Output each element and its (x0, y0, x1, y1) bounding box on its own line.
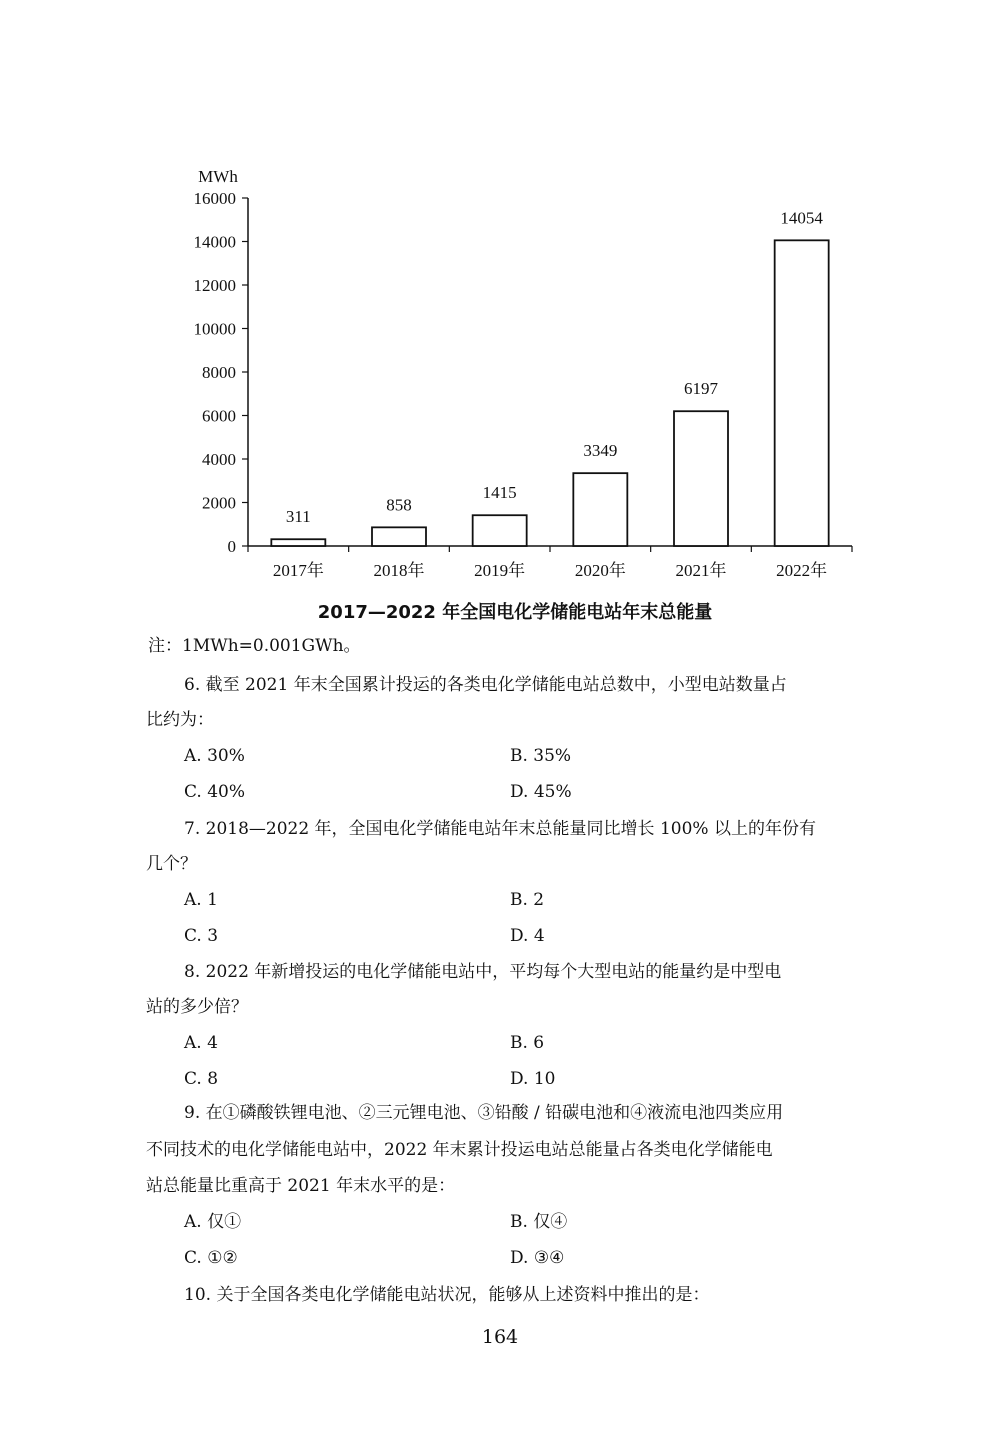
x-tick-label: 2017年 (272, 561, 324, 580)
bar-2018年 (372, 527, 426, 546)
question-7-option-a: A. 1 (184, 890, 218, 910)
page-number: 164 (481, 1326, 519, 1348)
question-7-option-b: B. 2 (510, 890, 545, 910)
y-tick-label: 4000 (202, 450, 236, 469)
question-9-option-b: B. 仅④ (510, 1212, 568, 1232)
question-9-line-1: 9. 在①磷酸铁锂电池、②三元锂电池、③铅酸 / 铅碳电池和④液流电池四类应用 (184, 1103, 784, 1123)
y-tick-label: 6000 (202, 406, 236, 426)
question-8-option-b: B. 6 (510, 1033, 545, 1053)
question-6-option-a: A. 30% (184, 746, 245, 766)
data-label: 14054 (780, 208, 823, 228)
question-8-option-c: C. 8 (184, 1069, 219, 1089)
question-7-option-c: C. 3 (184, 926, 219, 946)
chart-title: 2017—2022 年全国电化学储能电站年末总能量 (317, 602, 713, 623)
y-tick-label: 16000 (193, 189, 236, 208)
y-tick-label: 10000 (193, 319, 236, 339)
data-label: 3349 (583, 441, 618, 461)
question-9-line-2: 不同技术的电化学储能电站中，2022 年末累计投运电站总能量占各类电化学储能电 (146, 1140, 773, 1160)
data-label: 858 (386, 495, 412, 515)
question-8-line-1: 8. 2022 年新增投运的电化学储能电站中，平均每个大型电站的能量约是中型电 (184, 962, 782, 982)
y-tick-label: 0 (227, 537, 236, 556)
y-tick-label: 12000 (193, 276, 236, 295)
question-9-line-3: 站总能量比重高于 2021 年末水平的是： (146, 1176, 456, 1196)
x-tick-label: 2019年 (474, 561, 526, 580)
question-6-option-c: C. 40% (184, 782, 245, 802)
unit-note: 注：1MWh=0.001GWh。 (148, 636, 361, 656)
question-6-option-d: D. 45% (510, 782, 572, 802)
question-6-line-2: 比约为： (146, 710, 214, 730)
bar-2022年 (775, 240, 829, 546)
question-8-line-2: 站的多少倍？ (146, 997, 248, 1017)
question-10-line-1: 10. 关于全国各类电化学储能电站状况，能够从上述资料中推出的是： (184, 1285, 710, 1305)
y-tick-label: 2000 (202, 493, 236, 513)
x-tick-label: 2020年 (574, 561, 626, 580)
bar-2019年 (473, 515, 527, 546)
data-label: 1415 (482, 483, 517, 503)
question-7-option-d: D. 4 (510, 926, 545, 946)
bar-2020年 (573, 473, 627, 546)
bar-2021年 (674, 411, 728, 546)
question-6-option-b: B. 35% (510, 746, 572, 766)
y-tick-label: 14000 (193, 232, 236, 252)
data-label: 6197 (684, 379, 718, 399)
data-label: 311 (285, 507, 311, 527)
x-tick-label: 2022年 (776, 561, 828, 580)
question-9-option-c: C. ①② (184, 1248, 238, 1268)
bar-2017年 (271, 539, 325, 546)
question-8-option-d: D. 10 (510, 1069, 556, 1089)
bar-chart (0, 0, 1000, 600)
question-9-option-d: D. ③④ (510, 1248, 565, 1268)
question-8-option-a: A. 4 (184, 1033, 218, 1053)
y-tick-label: 8000 (202, 363, 236, 382)
x-tick-label: 2018年 (373, 561, 425, 580)
question-7-line-1: 7. 2018—2022 年，全国电化学储能电站年末总能量同比增长 100% 以上的年份有 (184, 819, 816, 839)
question-6-line-1: 6. 截至 2021 年末全国累计投运的各类电化学储能电站总数中，小型电站数量占 (184, 675, 787, 695)
question-9-option-a: A. 仅① (184, 1212, 242, 1232)
x-tick-label: 2021年 (675, 561, 727, 580)
question-7-line-2: 几个？ (146, 854, 197, 874)
y-axis-unit: MWh (198, 167, 238, 186)
